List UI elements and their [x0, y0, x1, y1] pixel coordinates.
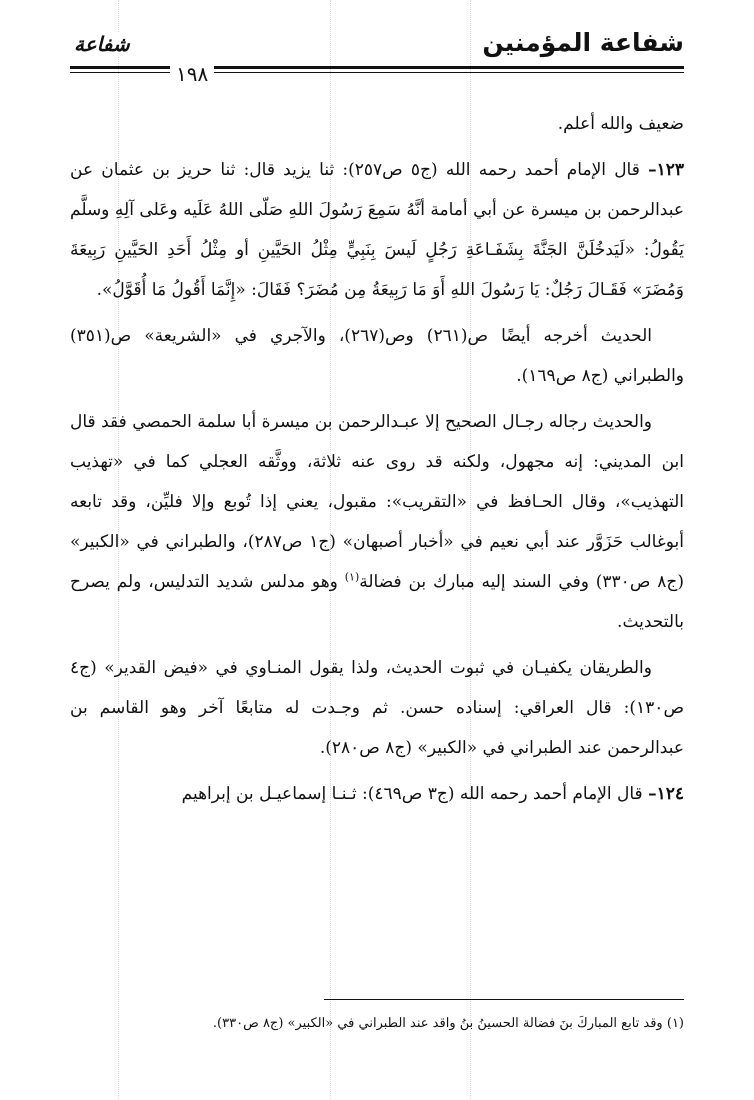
hadith-number: ١٢٣– [648, 160, 684, 180]
footnote-rule [324, 999, 684, 1000]
paragraph-text: قال الإمام أحمد رحمه الله (ج٥ ص٢٥٧): ثنا يزيد قال: ثنا حريز بن عثمان عن عبدالرحمن بن ميسرة عن أبي أمامة أنَّهُ سَمِعَ رَسُولَ اللهِ صَلّى اللهُ عَلَيه وعَلى آلِهِ وسلَّم يَقُولُ: «لَيَدخُلَنَّ الجَنَّةَ بِشَفَـاعَةِ رَجُلٍ لَيسَ بِنَبِيٍّ مِثْلُ الحَيَّينِ أو مِثْلُ أَحَدِ الحَيَّينِ رَبِيعَةَ وَمُضَرَ» فَقَـالَ رَجُلٌ: يَا رَسُولَ اللهِ أَوَ مَا رَبِيعَةُ مِن مُضَرَ؟ فَقَالَ: «إِنَّمَا أَقُولُ مَا أُقَوَّلُ». [70, 160, 684, 300]
footnote-marker: (١) [666, 1016, 684, 1031]
body-text [70, 104, 684, 820]
paragraph-text: قال الإمام أحمد رحمه الله (ج٣ ص٤٦٩): ثـنـا إسماعيـل بن إبراهيم [181, 784, 643, 804]
page-header [70, 28, 684, 88]
page-number: ١٩٨ [170, 62, 214, 86]
paragraph [70, 104, 684, 144]
header-rule [70, 66, 684, 69]
paragraph [70, 402, 684, 642]
paragraph-text: ضعيف والله أعلم. [557, 114, 684, 134]
header-rule-thin [70, 72, 684, 73]
book-logo: شفاعة [70, 32, 134, 56]
paragraph-text: والحديث رجاله رجـال الصحيح إلا عبـدالرحمن بن ميسرة أبا سلمة الحمصي فقد قال ابن المديني: إنه مجهول، ولكنه قد روى عنه ثلاثة، ووثَّقه العجلي كما في «تهذيب التهذيب»، وقال الحـافظ في «التقريب»: مقبول، يعني إذا تُوبع وإلا فليِّن، وقد تابعه أبوغالب حَزَوَّر عند أبي نعيم في «أخبار أصبهان» (ج١ ص٢٨٧)، والطبراني في «الكبير» (ج٨ ص٣٣٠) وفي السند إليه مبارك بن فضالة [70, 412, 684, 592]
hadith-number: ١٢٤– [648, 784, 684, 804]
hadith-entry [70, 774, 684, 814]
footnote-ref[interactable]: (١) [344, 570, 360, 584]
paragraph-text: الحديث أخرجه أيضًا ص(٢٦١) وص(٢٦٧)، والآجري في «الشريعة» ص(٣٥١) والطبراني (ج٨ ص١٦٩). [70, 326, 684, 386]
footnote [70, 1012, 684, 1036]
paragraph-text: والطريقان يكفيـان في ثبوت الحديث، ولذا يقول المنـاوي في «فيض القدير» (ج٤ ص١٣٠): قال العراقي: إسناده حسن. ثم وجـدت له متابعًا آخر وهو القاسم بن عبدالرحمن عند الطبراني في «الكبير» (ج٨ ص٢٨٠). [70, 658, 684, 758]
paragraph [70, 648, 684, 768]
paragraph-text: وهو مدلس شديد التدليس، ولم يصرح بالتحديث. [70, 572, 684, 632]
footnote-text: وقد تابع المباركَ بنَ فضالة الحسينُ بنُ واقد عند الطبراني في «الكبير» (ج٨ ص٣٣٠). [212, 1016, 663, 1031]
page-title: شفاعة المؤمنين [482, 28, 684, 57]
hadith-entry [70, 150, 684, 310]
paragraph [70, 316, 684, 396]
